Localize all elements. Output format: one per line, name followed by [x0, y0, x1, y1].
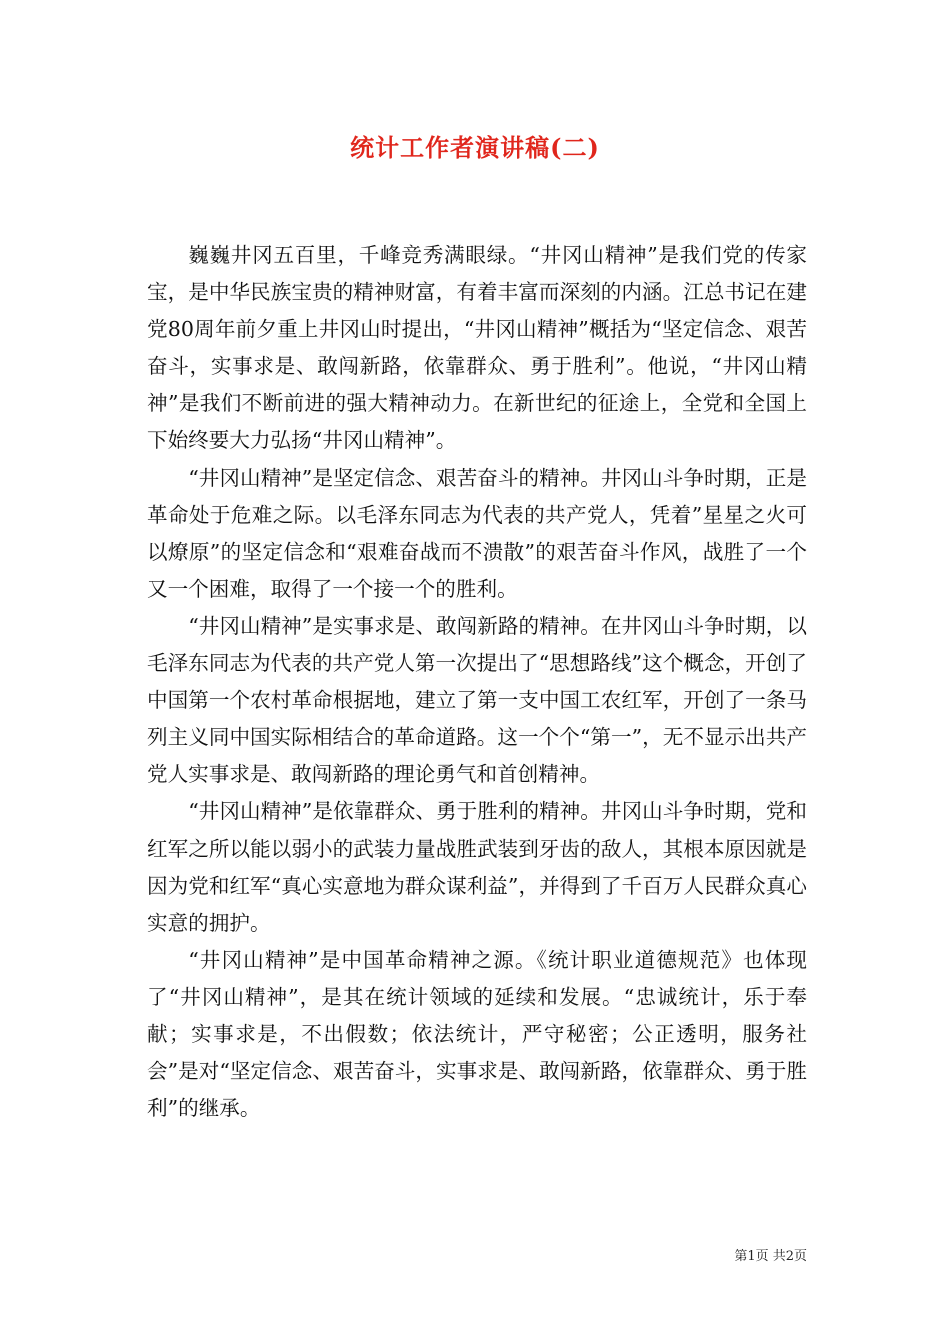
- paragraph: “井冈山精神”是依靠群众、勇于胜利的精神。井冈山斗争时期，党和红军之所以能以弱小的武装力量战胜武装到牙齿的敌人，其根本原因就是因为党和红军“真心实意地为群众谋利益”，并得到了千百万人民群众真心实意的拥护。: [147, 799, 807, 935]
- paragraph: “井冈山精神”是实事求是、敢闯新路的精神。在井冈山斗争时期，以毛泽东同志为代表的共产党人第一次提出了“思想路线”这个概念，开创了中国第一个农村革命根据地，建立了第一支中国工农红军，开创了一条马列主义同中国实际相结合的革命道路。这一个个“第一”，无不显示出共产党人实事求是、敢闯新路的理论勇气和首创精神。: [147, 613, 807, 787]
- paragraph: 巍巍井冈五百里，千峰竞秀满眼绿。“井冈山精神”是我们党的传家宝，是中华民族宝贵的精神财富，有着丰富而深刻的内涵。江总书记在建党80周年前夕重上井冈山时提出，“井冈山精神”概括为“坚定信念、艰苦奋斗，实事求是、敢闯新路，依靠群众、勇于胜利”。他说，“井冈山精神”是我们不断前进的强大精神动力。在新世纪的征途上，全党和全国上下始终要大力弘扬“井冈山精神”。: [147, 243, 807, 453]
- document-title: 统计工作者演讲稿(二): [350, 133, 600, 162]
- paragraph: “井冈山精神”是坚定信念、艰苦奋斗的精神。井冈山斗争时期，正是革命处于危难之际。以毛泽东同志为代表的共产党人，凭着”星星之火可以燎原”的坚定信念和“艰难奋战而不溃散”的艰苦奋斗作风，战胜了一个又一个困难，取得了一个接一个的胜利。: [147, 465, 807, 601]
- document-body: [147, 237, 807, 1127]
- page-number-footer: 第1页 共2页: [734, 1249, 807, 1264]
- paragraph: “井冈山精神”是中国革命精神之源。《统计职业道德规范》也体现了“井冈山精神”，是其在统计领域的延续和发展。“忠诚统计，乐于奉献；实事求是，不出假数；依法统计，严守秘密；公正透明，服务社会”是对“坚定信念、艰苦奋斗，实事求是、敢闯新路，依靠群众、勇于胜利”的继承。: [147, 947, 807, 1121]
